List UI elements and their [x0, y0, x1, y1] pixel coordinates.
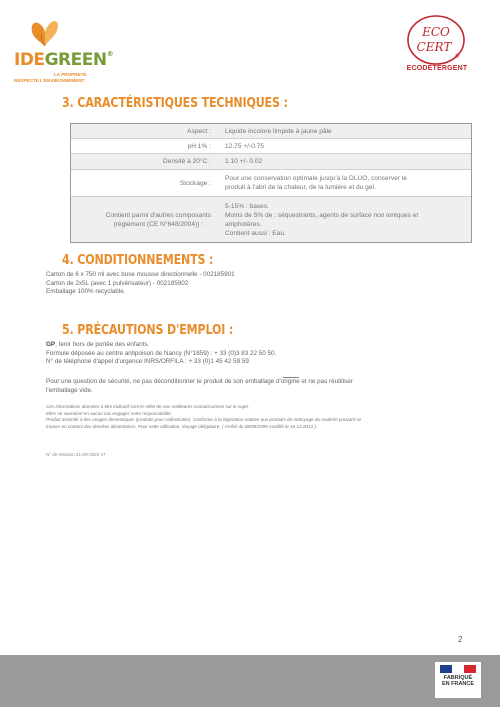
footer-bar: [0, 655, 500, 707]
precaution-formula: Formule déposée au centre antipoison de Nancy (N°1859) : + 33 (0)3 83 22 50 50.: [46, 349, 277, 357]
made-in-france-badge: [435, 662, 481, 698]
spec-table: [70, 123, 472, 243]
spec-row: [71, 138, 471, 153]
packaging-list: [46, 271, 235, 297]
disclaimer-line: Ces informations données à titre indicatif sont le reflet de nos meilleures connaissances sur le sujet.: [46, 404, 249, 409]
spec-value: 1.10 +/- 0.02: [225, 158, 263, 165]
packaging-item: Carton de 2x5L (avec 1 pulvérisateur) - 002185902: [46, 279, 189, 287]
spec-value: Liquide incolore limpide à jaune pâle: [225, 127, 332, 135]
brand-tagline-2: RESPECTE L'ENVIRONNEMENT: [14, 78, 85, 83]
spec-row: [71, 196, 471, 242]
safety-line: l'emballage vide.: [46, 386, 93, 394]
spec-value: 12.75 +/-0.75: [225, 142, 265, 150]
spec-row: [71, 124, 471, 138]
disclaimer-line: Produit assimilé à des usages domestiques (produits pour collectivités). Conforme à la législation relative aux produits de nettoyage du matériel pouvant se: [46, 417, 362, 423]
spec-value-line: 5-15% : bases.: [225, 202, 269, 210]
ecocert-line1: ECO: [422, 25, 450, 39]
section-4-heading: 4. CONDITIONNEMENTS :: [62, 252, 214, 268]
spec-value: [219, 197, 471, 242]
badge-line: FABRIQUÉ: [443, 675, 473, 681]
packaging-item: Carton de 6 x 750 ml avec buse mousse directionnelle - 002185901: [46, 271, 235, 278]
butterfly-icon: [28, 16, 62, 50]
spec-value-line: amphotères.: [225, 220, 262, 228]
spec-value: [219, 170, 471, 196]
spec-value-line: Pour une conservation optimale jusqu'à la DLUO, conserver le: [225, 175, 407, 182]
page-number: 2: [458, 635, 463, 644]
precaution-phone: N° de téléphone d'appel d'urgence INRS/ORFILA : + 33 (0)1 45 42 59 59.: [46, 358, 251, 366]
section-3-heading: 3. CARACTÉRISTIQUES TECHNIQUES :: [62, 95, 288, 111]
spec-value-line: Moins de 5% de : séquestrants, agents de surface non ioniques et: [225, 211, 419, 219]
safety-line: Pour une question de sécurité, ne pas déconditionner le produit de son emballage d'origine et ne pas réutiliser: [46, 378, 353, 385]
spec-row: [71, 169, 471, 196]
spec-key: Stockage :: [179, 179, 211, 187]
spec-key: pH 1% :: [187, 142, 211, 150]
revision-number: N° de révision 21-08-2020 v7: [46, 452, 106, 457]
brand-registered: ®: [106, 50, 114, 58]
badge-line: EN FRANCE: [441, 681, 475, 688]
gp-text: , tenir hors de portée des enfants.: [55, 341, 150, 348]
disclaimer-line: trouver en contact des denrées alimentaires. Pour cette utilisation, rinçage obligatoire. ( Arrêté du 08/09/1999 modifié le 19.12.2013 ).: [46, 423, 318, 429]
disclaimer-line: Elles ne sauraient en aucun cas engager notre responsabilité.: [46, 410, 172, 416]
spec-value-line: Contient aussi : Eau.: [225, 229, 286, 237]
gp-label: GP: [46, 341, 56, 348]
spec-key: Aspect :: [187, 127, 211, 135]
french-flag-icon: [440, 665, 476, 673]
spec-value-line: produit à l'abri de la chaleur, de la lumière et du gel.: [225, 184, 376, 191]
brand-ide: IDE: [14, 50, 45, 70]
ecocert-seal-icon: [404, 14, 468, 66]
safety-block: [46, 378, 353, 395]
brand-green: GREEN: [44, 50, 107, 70]
section-5-heading: 5. PRÉCAUTIONS D'EMPLOI :: [62, 322, 234, 338]
brand-tagline-1: LA PROPRETÉ: [54, 72, 87, 77]
spec-key: Contient parmi d'autres composants (règlement (CE N°648/2004)) :: [105, 211, 211, 228]
brand-name: [14, 50, 113, 70]
spec-key: Densité à 20°C :: [162, 158, 211, 165]
precautions-block: [46, 341, 276, 367]
ecocert-line2: CERT: [416, 40, 452, 54]
packaging-item: Emballage 100% recyclable.: [46, 288, 126, 296]
spec-row: [71, 153, 471, 169]
ecocert-reg: ®: [454, 53, 460, 60]
precaution-gp: [46, 341, 276, 350]
disclaimer-block: [46, 404, 361, 430]
badge-text: [436, 675, 480, 688]
idegreen-logo: [14, 16, 114, 86]
ecocert-label: ECODÉTERGENT: [406, 65, 468, 72]
